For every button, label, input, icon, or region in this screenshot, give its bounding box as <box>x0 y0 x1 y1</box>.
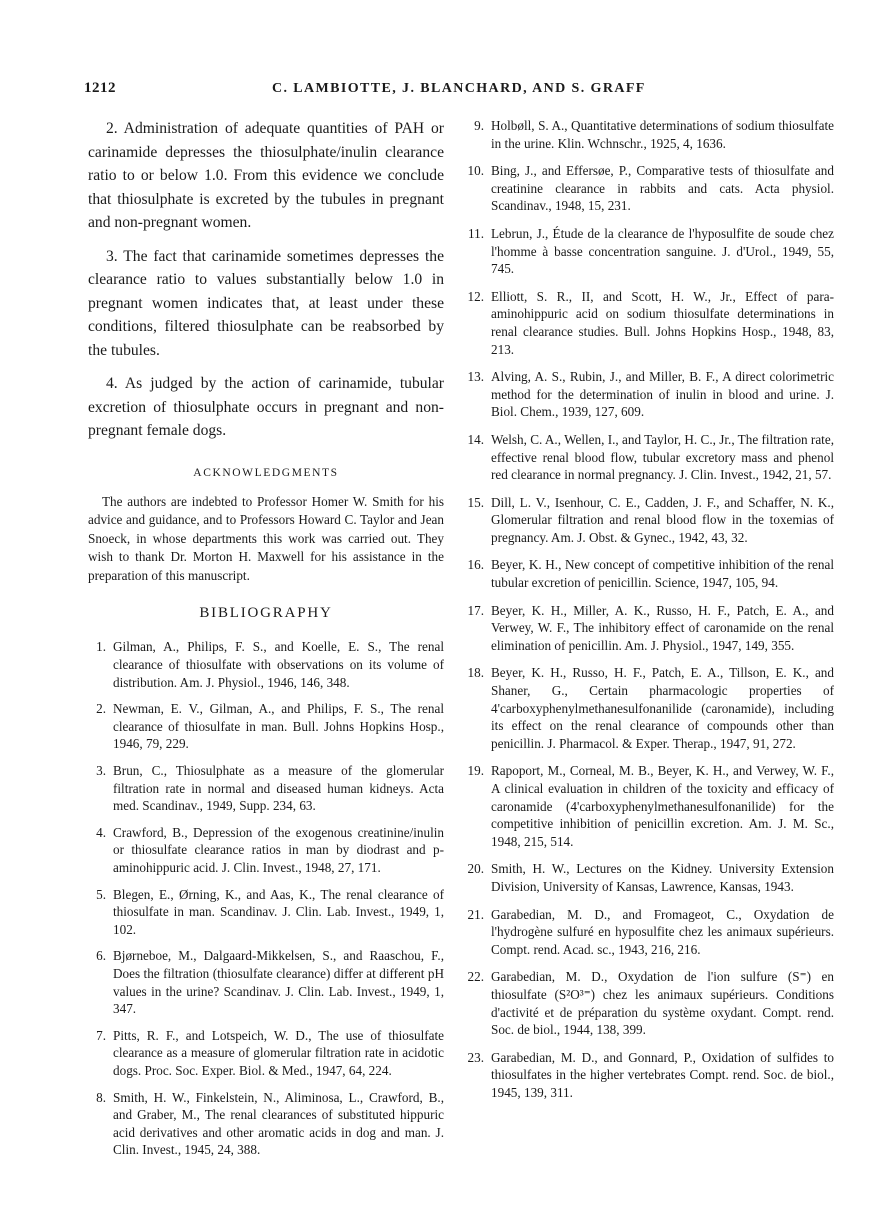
reference-item <box>462 762 834 850</box>
reference-item <box>88 1089 444 1159</box>
reference-item <box>462 162 834 215</box>
summary-paragraph: 2. Administration of adequate quantities of PAH or carinamide depresses the thiosulphate/inulin clearance ratio to or below 1.0. From this evidence we conclude that thiosulphate is excreted by the tubules in pregnant and non-pregnant women. <box>88 120 444 231</box>
reference-number: 3. <box>96 763 106 779</box>
right-column <box>462 117 834 1112</box>
reference-text: Blegen, E., Ørning, K., and Aas, K., The renal clearance of thiosulfate in man. Scandinav. J. Clin. Lab. Invest., 1949, 1, 102. <box>113 886 444 937</box>
reference-text: Newman, E. V., Gilman, A., and Philips, F. S., The renal clearance of thiosulfate in man. Bull. Johns Hopkins Hosp., 1946, 79, 229. <box>113 701 444 752</box>
reference-number: 15. <box>467 494 484 510</box>
reference-text: Dill, L. V., Isenhour, C. E., Cadden, J. F., and Schaffer, N. K., Glomerular filtration and renal blood flow in the toxemias of pregnancy. Am. J. Obst. & Gynec., 1942, 43, 32. <box>491 494 834 545</box>
reference-text: Alving, A. S., Rubin, J., and Miller, B. F., A direct colorimetric method for the determination of inulin in blood and urine. J. Biol. Chem., 1939, 127, 609. <box>491 369 834 420</box>
reference-text: Bing, J., and Effersøe, P., Comparative tests of thiosulfate and creatinine clearance in rabbits and cats. Acta physiol. Scandinav., 1948, 15, 231. <box>491 163 834 214</box>
page-number: 1212 <box>84 80 116 96</box>
summary-paragraph: 4. As judged by the action of carinamide, tubular excretion of thiosulphate occurs in pregnant and non-pregnant female dogs. <box>88 375 444 439</box>
reference-item <box>462 860 834 895</box>
reference-item <box>462 1049 834 1102</box>
reference-text: Welsh, C. A., Wellen, I., and Taylor, H. C., Jr., The filtration rate, effective renal blood flow, tubular excretory mass and phenol red clearance in normal pregnancy. J. Clin. Invest., 1942, 21, 57. <box>491 431 834 483</box>
reference-text: Holbøll, S. A., Quantitative determinations of sodium thiosulfate in the urine. Klin. Wchnschr., 1925, 4, 1636. <box>491 118 834 151</box>
reference-text: Elliott, S. R., II, and Scott, H. W., Jr., Effect of para-aminohippuric acid on sodium thiosulfate determinations in renal clearance studies. Bull. Johns Hopkins Hosp., 1948, 83, 213. <box>491 288 834 357</box>
reference-item <box>462 117 834 152</box>
reference-number: 7. <box>96 1027 106 1043</box>
reference-text: Beyer, K. H., Miller, A. K., Russo, H. F., Patch, E. A., and Verwey, W. F., The inhibitory effect of caronamide on the renal elimination of penicillin. Am. J. Physiol., 1947, 149, 355. <box>491 602 834 653</box>
reference-item <box>462 368 834 421</box>
left-column <box>88 117 444 1168</box>
reference-item <box>462 968 834 1038</box>
reference-number: 4. <box>96 824 106 840</box>
reference-list-right <box>462 117 834 1102</box>
reference-number: 1. <box>96 639 106 655</box>
reference-text: Brun, C., Thiosulphate as a measure of the glomerular filtration rate in normal and diseased human kidneys. Acta med. Scandinav., 1949, Supp. 234, 63. <box>113 763 444 814</box>
reference-number: 16. <box>467 557 484 573</box>
reference-item <box>88 824 444 877</box>
running-head: C. LAMBIOTTE, J. BLANCHARD, AND S. GRAFF <box>272 81 646 96</box>
reference-item <box>88 638 444 691</box>
reference-number: 19. <box>467 763 484 779</box>
reference-number: 21. <box>467 906 484 922</box>
acknowledgments-heading: ACKNOWLEDGMENTS <box>193 466 339 479</box>
reference-number: 2. <box>96 701 106 717</box>
reference-item <box>88 700 444 753</box>
reference-number: 12. <box>467 288 484 304</box>
reference-text: Smith, H. W., Lectures on the Kidney. University Extension Division, University of Kansas, Lawrence, Kansas, 1943. <box>491 861 834 894</box>
reference-text: Pitts, R. F., and Lotspeich, W. D., The use of thiosulfate clearance as a measure of glomerular filtration rate in acidotic dogs. Proc. Soc. Exper. Biol. & Med., 1947, 64, 224. <box>113 1027 444 1078</box>
reference-number: 18. <box>467 665 484 681</box>
reference-item <box>462 602 834 655</box>
reference-text: Lebrun, J., Étude de la clearance de l'hyposulfite de soude chez l'homme à basse concentration sanguine. J. d'Urol., 1949, 55, 745. <box>491 225 834 277</box>
reference-number: 5. <box>96 886 106 902</box>
reference-item <box>462 288 834 358</box>
reference-item <box>462 556 834 591</box>
reference-number: 22. <box>467 969 484 985</box>
reference-number: 6. <box>96 948 106 964</box>
reference-list-left <box>88 638 444 1158</box>
reference-text: Beyer, K. H., Russo, H. F., Patch, E. A., Tillson, E. K., and Shaner, G., Certain pharmacologic properties of 4'carboxyphenylmethanesulfonanilide (caronamide), including its effect on the renal clearance of compounds other than penicillin. J. Pharmacol. & Exper. Therap., 1947, 91, 272. <box>491 665 834 751</box>
reference-item <box>88 762 444 815</box>
reference-item <box>462 494 834 547</box>
reference-item <box>462 664 834 752</box>
reference-number: 11. <box>468 225 484 241</box>
summary-paragraph: 3. The fact that carinamide sometimes depresses the clearance ratio to values substantially below 1.0 in pregnant women indicates that, at least under these conditions, filtered thiosulphate can be reabsorbed by the tubules. <box>88 247 444 359</box>
reference-item <box>88 886 444 939</box>
reference-text: Garabedian, M. D., and Gonnard, P., Oxidation of sulfides to thiosulfates in the higher vertebrates Compt. rend. Soc. de biol., 1945, 139, 311. <box>491 1049 834 1100</box>
reference-number: 9. <box>474 118 484 133</box>
reference-number: 17. <box>467 602 484 618</box>
bibliography-heading: BIBLIOGRAPHY <box>199 605 333 622</box>
reference-text: Rapoport, M., Corneal, M. B., Beyer, K. H., and Verwey, W. F., A clinical evaluation in children of the toxicity and efficacy of caronamide (4'carboxyphenylmethanesulfonanilide) for the competitive inhibition of penicillin excretion. Am. J. M. Sc., 1948, 215, 514. <box>491 763 834 849</box>
reference-item <box>462 906 834 959</box>
reference-text: Garabedian, M. D., Oxydation de l'ion sulfure (S⁼) en thiosulfate (S²O³⁼) chez les animaux supérieurs. Conditions d'activité et de préparation du système oxydant. Compt. rend. Soc. de biol., 1944, 138, 399. <box>491 969 834 1038</box>
reference-item <box>88 947 444 1017</box>
reference-number: 10. <box>467 163 484 179</box>
page-header <box>84 80 810 104</box>
acknowledgments-text: The authors are indebted to Professor Homer W. Smith for his advice and guidance, and to Professors Howard C. Taylor and Jean Snoeck, in whose departments this work was carried out. They wish to thank Dr. Morton H. Maxwell for his assistance in the preparation of this manuscript. <box>88 493 444 583</box>
summary-conclusions <box>88 117 444 443</box>
reference-text: Beyer, K. H., New concept of competitive inhibition of the renal tubular excretion of penicillin. Science, 1947, 105, 94. <box>491 557 834 591</box>
reference-text: Garabedian, M. D., and Fromageot, C., Oxydation de l'hydrogène sulfuré en hyposulfite chez les animaux supérieurs. Compt. rend. Acad. sc., 1943, 216, 216. <box>491 906 834 957</box>
reference-number: 14. <box>467 431 484 447</box>
reference-item <box>462 225 834 278</box>
reference-text: Gilman, A., Philips, F. S., and Koelle, E. S., The renal clearance of thiosulfate with observations on its volume of distribution. Am. J. Physiol., 1946, 146, 348. <box>113 639 444 690</box>
reference-text: Smith, H. W., Finkelstein, N., Aliminosa, L., Crawford, B., and Graber, M., The renal clearances of substituted hippuric acid derivatives and other aromatic acids in dog and man. J. Clin. Invest., 1945, 24, 388. <box>113 1089 444 1158</box>
reference-number: 20. <box>467 861 484 877</box>
reference-number: 13. <box>467 369 484 385</box>
reference-text: Bjørneboe, M., Dalgaard-Mikkelsen, S., and Raaschou, F., Does the filtration (thiosulfate clearance) differ at different pH values in the urine? Scandinav. J. Clin. Lab. Invest., 1949, 1, 347. <box>113 948 444 1017</box>
reference-number: 23. <box>467 1049 484 1065</box>
reference-item <box>88 1027 444 1080</box>
reference-item <box>462 431 834 484</box>
reference-text: Crawford, B., Depression of the exogenous creatinine/inulin or thiosulfate clearance ratios in man by diodrast and p-aminohippuric acid. J. Clin. Invest., 1948, 27, 171. <box>113 824 444 875</box>
reference-number: 8. <box>96 1089 106 1105</box>
